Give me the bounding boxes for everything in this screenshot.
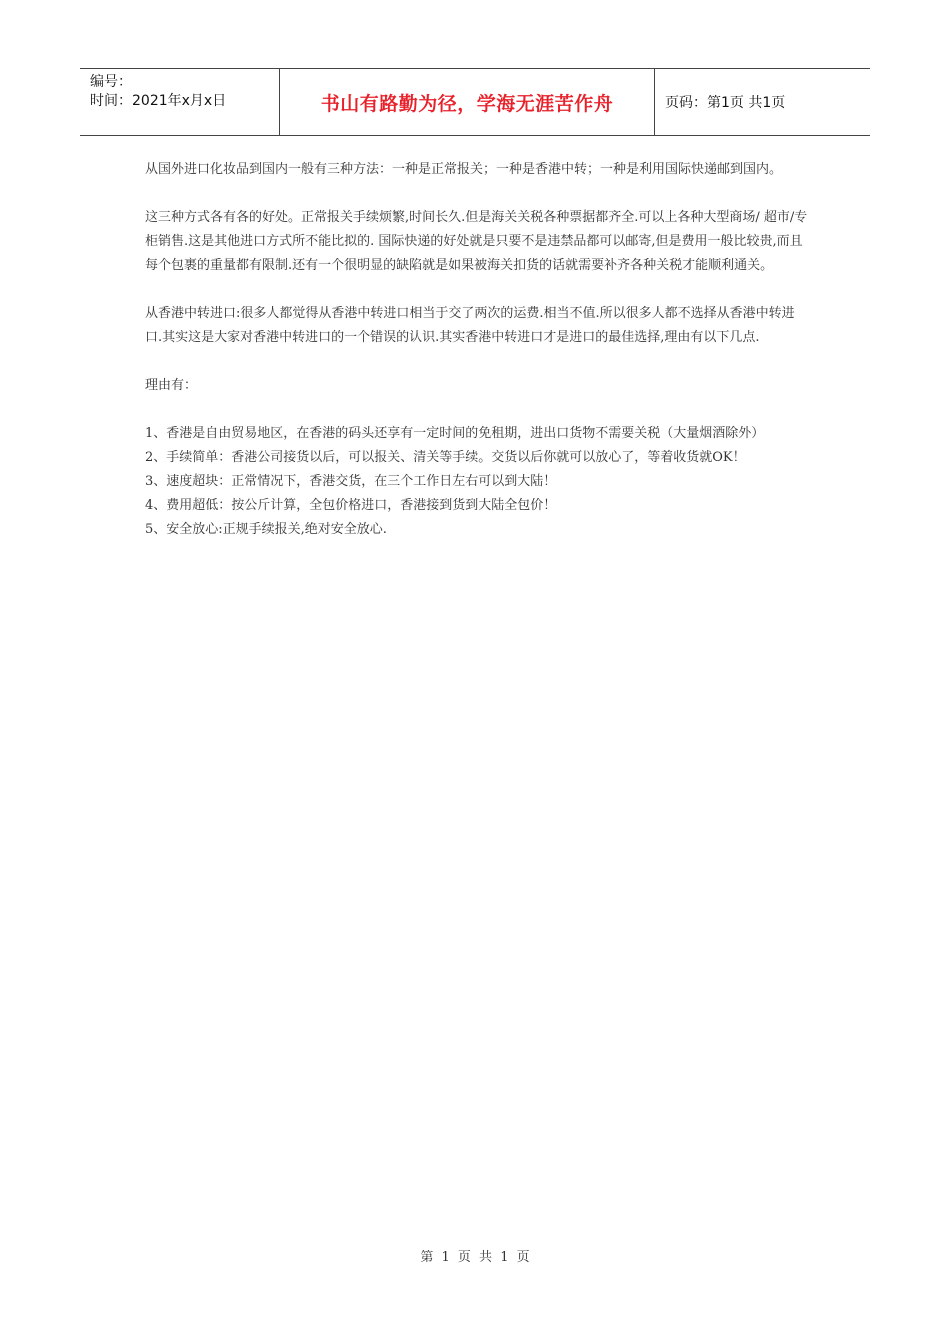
paragraph-intro: 从国外进口化妆品到国内一般有三种方法：一种是正常报关；一种是香港中转；一种是利用国际快递邮到国内。 [145,162,783,177]
list-item: 5、安全放心:正规手续报关,绝对安全放心. [145,522,387,537]
serial-number-label: 编号： [90,74,132,90]
page-footer: 第 1 页 共 1 页 [420,1250,530,1265]
paragraph-hongkong-transit: 从香港中转进口:很多人都觉得从香港中转进口相当于交了两次的运费.相当不值.所以很多人都不选择从香港中转进口.其实这是大家对香港中转进口的一个错误的认识.其实香港中转进口才是进口的最佳选择,理由有以下几点. [145,306,795,345]
list-item: 3、速度超块：正常情况下，香港交货，在三个工作日左右可以到大陆！ [145,474,557,489]
list-item: 4、费用超低：按公斤计算，全包价格进口，香港接到货到大陆全包价！ [145,498,557,513]
date-label: 时间：2021年x月x日 [90,93,227,109]
reasons-heading: 理由有： [145,378,198,393]
header-page-info: 页码：第1页 共1页 [665,95,786,111]
header-meta [80,69,280,135]
list-item: 1、香港是自由贸易地区，在香港的码头还享有一定时间的免租期，进出口货物不需要关税（大量烟酒除外） [145,426,765,441]
paragraph-methods: 这三种方式各有各的好处。正常报关手续烦繁,时间长久.但是海关关税各种票据都齐全.可以上各种大型商场/ 超市/专柜销售.这是其他进口方式所不能比拟的. 国际快递的好处就是只要不是违禁品都可以邮寄,但是费用一般比较贵,而且每个包裹的重量都有限制.还有一个很明显的缺陷就是如果被海关扣货的话就需要补齐各种关税才能顺利通关。 [145,210,808,273]
document-header [80,68,870,136]
header-motto: 书山有路勤为径，学海无涯苦作舟 [280,69,655,135]
reasons-list [145,422,810,542]
list-item: 2、手续简单：香港公司接货以后，可以报关、清关等手续。交货以后你就可以放心了，等着收货就OK！ [145,450,746,465]
document-body [145,158,810,542]
